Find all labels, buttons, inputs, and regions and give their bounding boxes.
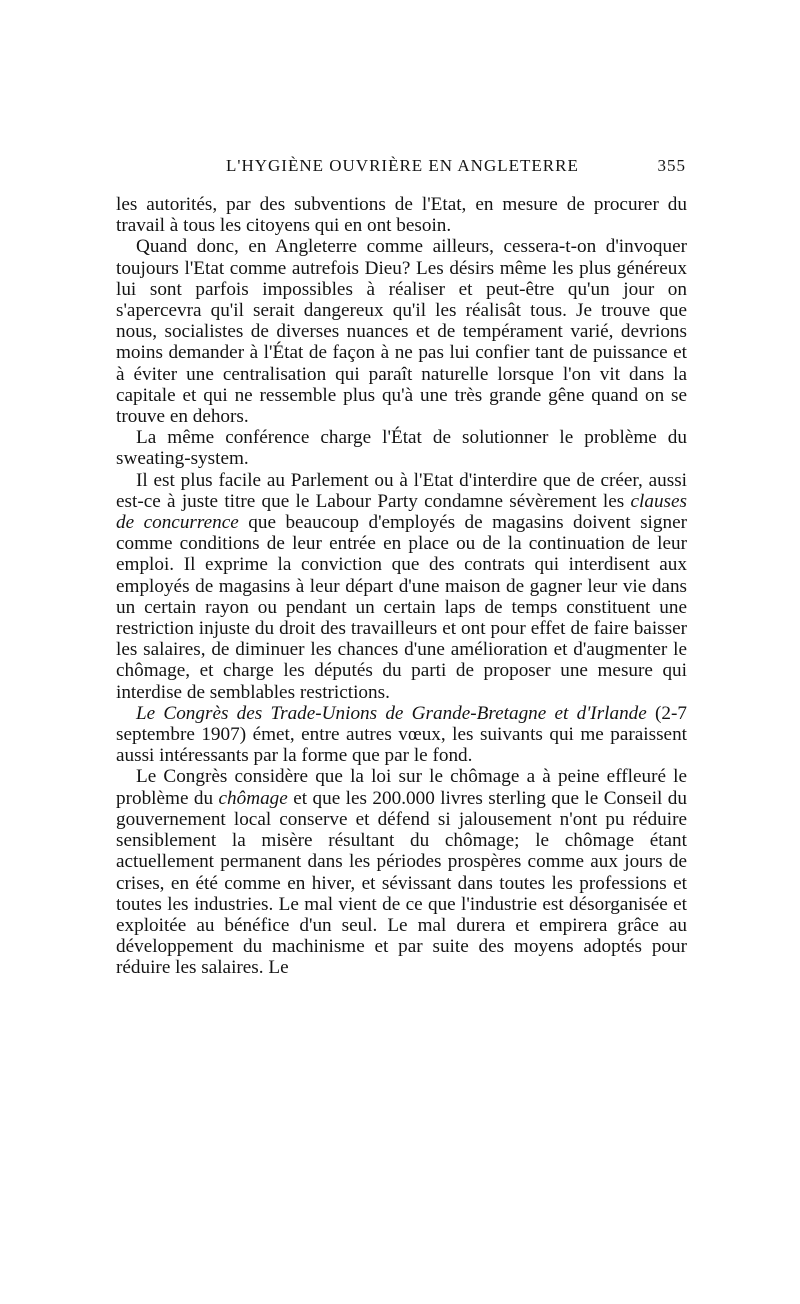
paragraph-3-text: La même conférence charge l'État de solutionner le problème du sweating-system.	[116, 427, 687, 470]
paragraph-3	[116, 427, 687, 469]
paragraph-6	[116, 766, 687, 978]
paragraph-4	[116, 470, 687, 703]
running-title: L'HYGIÈNE OUVRIÈRE EN ANGLETERRE	[226, 156, 579, 175]
paragraph-4-text-after: que beaucoup d'employés de magasins doivent signer comme conditions de leur entrée en place ou de la continuation de leur emploi. Il exprime la conviction que des contrats qui interdisent aux employés de magasins à leur départ d'une maison de gagner leur vie dans un certain rayon ou pendant un certain laps de temps constituent une restriction injuste du droit des travailleurs et ont pour effet de faire baisser les salaires, de diminuer les chances d'une amélioration et d'augmenter le chômage, et charge les députés du parti de proposer une mesure qui interdise de semblables restrictions.	[116, 512, 687, 703]
paragraph-4-text-before: Il est plus facile au Parlement ou à l'Etat d'interdire que de créer, aussi est-ce à juste titre que le Labour Party condamne sévèrement les	[116, 469, 687, 512]
page-number: 355	[657, 156, 686, 175]
paragraph-5	[116, 703, 687, 767]
paragraph-4-italic: clauses de concurrence	[116, 490, 687, 534]
paragraph-6-italic: chômage	[218, 787, 288, 809]
paragraph-5-italic: Le Congrès des Trade-Unions de Grande-Bretagne et d'Irlande	[136, 702, 647, 724]
paragraph-2-text: Quand donc, en Angleterre comme ailleurs, cessera-t-on d'invoquer toujours l'Etat comme autrefois Dieu? Les désirs même les plus généreux lui sont parfois impossibles à réaliser et peut-être qu'un jour on s'apercevra qu'il serait dangereux qu'il les réalisât tous. Je trouve que nous, socialistes de diverses nuances et de tempérament varié, devrions moins demander à l'État de façon à ne pas lui confier tant de puissance et à éviter une centralisation qui paraît naturelle lorsque l'on vit dans la capitale et qui ne ressemble plus qu'à une très grande gêne quand on se trouve en dehors.	[116, 236, 687, 428]
paragraph-6-text-after: et que les 200.000 livres sterling que le Conseil du gouvernement local conserve et défend si jalousement n'ont pu réduire sensiblement la misère résultant du chômage; le chômage étant actuellement permanent dans les périodes prospères comme aux jours de crises, en été comme en hiver, et sévissant dans toutes les professions et toutes les industries. Le mal vient de ce que l'industrie est désorganisée et exploitée au bénéfice d'un seul. Le mal durera et empirera grâce au développement du machinisme et par suite des moyens adoptés pour réduire les salaires. Le	[116, 787, 687, 979]
paragraph-6-text-before: Le Congrès considère que la loi sur le chômage a à peine effleuré le problème du	[116, 766, 687, 809]
paragraph-1-text: les autorités, par des subventions de l'Etat, en mesure de procurer du travail à tous les citoyens qui en ont besoin.	[116, 194, 687, 237]
paragraph-1	[116, 194, 687, 236]
paragraph-2	[116, 236, 687, 427]
paragraph-5-text-after: (2-7 septembre 1907) émet, entre autres vœux, les suivants qui me paraissent aussi intéressants par la forme que par le fond.	[116, 702, 687, 767]
body-text	[116, 194, 687, 979]
